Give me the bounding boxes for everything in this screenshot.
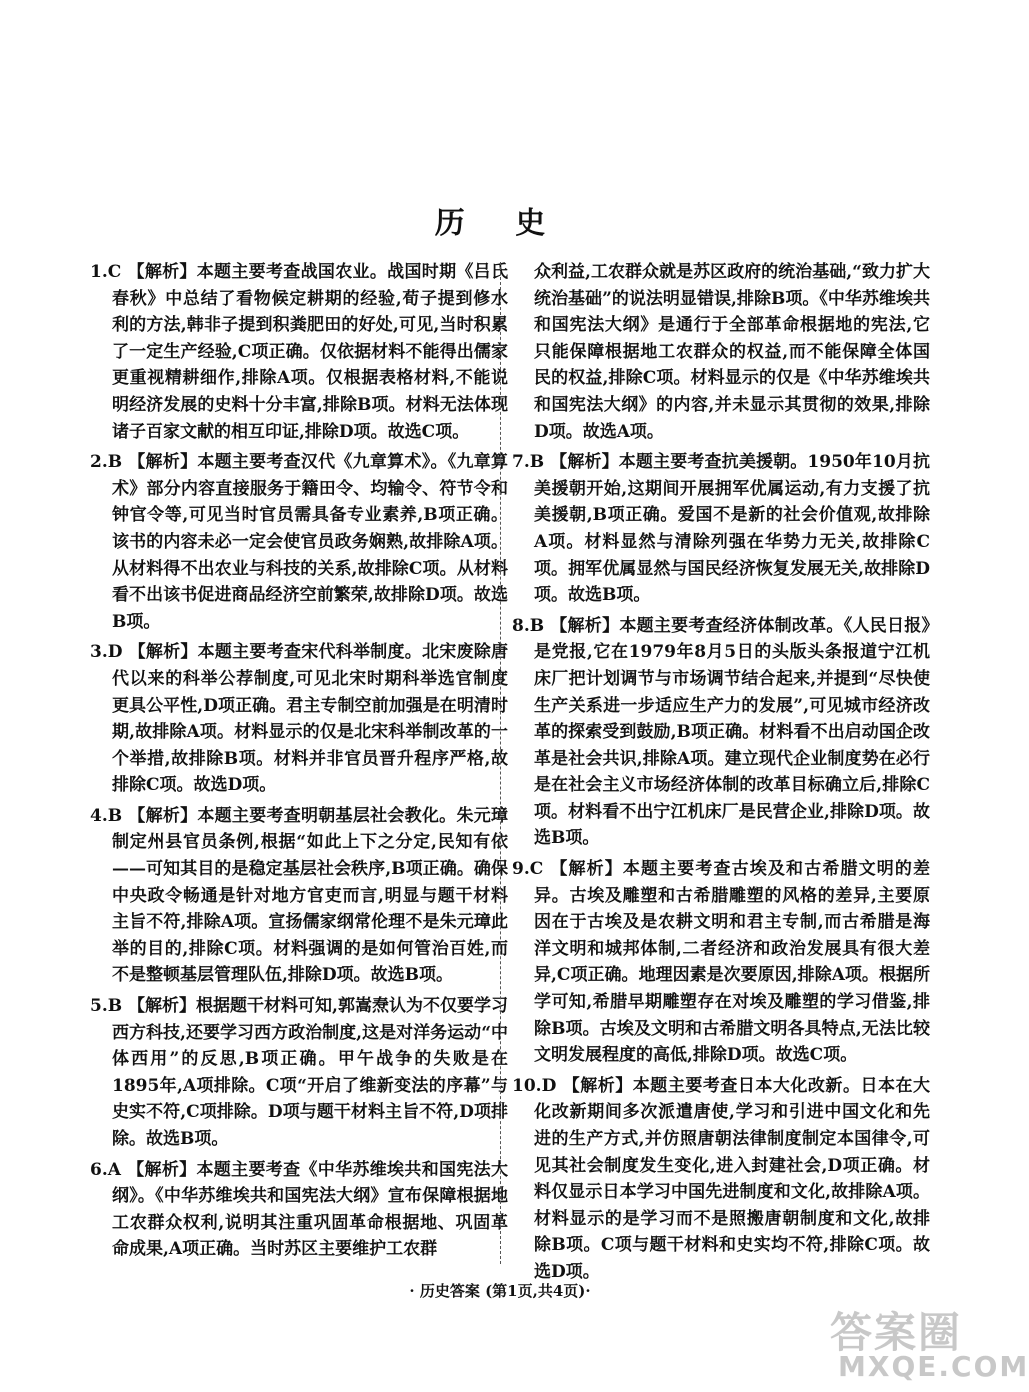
answer-item-10: 10.D 【解析】本题主要考查日本大化改新。日本在大化改新期间多次派遣唐使,学习和引进中国文化和先进的生产方式,并仿照唐朝法律制度制定本国律令,可见其社会制度发生变化,进入封建社会,D项正确。材料仅显示日本学习中国先进制度和文化,故排除A项。材料显示的是学习而不是照搬唐朝制度和文化,故排除B项。C项与题干材料和史实均不符,排除C项。故选D项。 <box>512 1075 931 1282</box>
right-column <box>512 259 930 1290</box>
column-divider <box>500 262 501 1264</box>
page-title: 历 史 <box>434 206 566 241</box>
left-column <box>90 259 508 1267</box>
watermark-en: MXQE.COM <box>838 1350 1029 1383</box>
answer-item-6-continued: 众利益,工农群众就是苏区政府的统治基础,“致力扩大统治基础”的说法明显错误,排除B项。《中华苏维埃共和国宪法大纲》是通行于全部革命根据地的宪法,它只能保障根据地工农群众的权益,而不能保障全体国民的权益,排除C项。材料显示的仅是《中华苏维埃共和国宪法大纲》的内容,并未显示其贯彻的效果,排除D项。故选A项。 <box>534 262 930 442</box>
answer-item-2: 2.B 【解析】本题主要考查汉代《九章算术》。《九章算术》部分内容直接服务于籍田令、均输令、符节令和钟官令等,可见当时官员需具备专业素养,B项正确。该书的内容未必一定会使官员政务娴熟,故排除A项。从材料得不出农业与科技的关系,故排除C项。从材料看不出该书促进商品经济空前繁荣,故排除D项。故选B项。 <box>90 452 508 632</box>
answer-item-1: 1.C 【解析】本题主要考查战国农业。战国时期《吕氏春秋》中总结了看物候定耕期的经验,荀子提到修水利的方法,韩非子提到积粪肥田的好处,可见,当时积累了一定生产经验,C项正确。仅依据材料不能得出儒家更重视精耕细作,排除A项。仅根据表格材料,不能说明经济发展的史料十分丰富,排除B项。材料无法体现诸子百家文献的相互印证,排除D项。故选C项。 <box>90 262 508 442</box>
page-footer: · 历史答案 (第1页,共4页)· <box>409 1282 591 1300</box>
answer-item-3: 3.D 【解析】本题主要考查宋代科举制度。北宋废除唐代以来的科举公荐制度,可见北宋时期科举选官制度更具公平性,D项正确。君主专制空前加强是在明清时期,故排除A项。材料显示的仅是北宋科举制改革的一个举措,故排除B项。材料并非官员晋升程序严格,故排除C项。故选D项。 <box>90 642 508 796</box>
watermark-cn: 答案圈 <box>830 1308 963 1357</box>
watermark-logo <box>822 1300 1029 1384</box>
answer-item-9: 9.C 【解析】本题主要考查古埃及和古希腊文明的差异。古埃及雕塑和古希腊雕塑的风格的差异,主要原因在于古埃及是农耕文明和君主专制,而古希腊是海洋文明和城邦体制,二者经济和政治发展具有很大差异,C项正确。地理因素是次要原因,排除A项。根据所学可知,希腊早期雕塑存在对埃及雕塑的学习借鉴,排除B项。古埃及文明和古希腊文明各具特点,无法比较文明发展程度的高低,排除D项。故选C项。 <box>512 859 930 1066</box>
answer-item-8: 8.B 【解析】本题主要考查经济体制改革。《人民日报》是党报,它在1979年8月5日的头版头条报道宁江机床厂把计划调节与市场调节结合起来,并提到“尽快使生产关系进一步适应生产力的发展”,可见城市经济改革的探索受到鼓励,B项正确。材料看不出启动国企改革是社会共识,排除A项。建立现代企业制度势在必行是在社会主义市场经济体制的改革目标确立后,排除C项。材料看不出宁江机床厂是民营企业,排除D项。故选B项。 <box>512 615 930 849</box>
answer-item-7: 7.B 【解析】本题主要考查抗美援朝。1950年10月抗美援朝开始,这期间开展拥军优属运动,有力支援了抗美援朝,B项正确。爱国不是新的社会价值观,故排除A项。材料显然与清除列强在华势力无关,故排除C项。拥军优属显然与国民经济恢复发展无关,故排除D项。故选B项。 <box>512 452 930 606</box>
answer-item-5: 5.B 【解析】根据题干材料可知,郭嵩焘认为不仅要学习西方科技,还要学习西方政治制度,这是对洋务运动“中体西用”的反思,B项正确。甲午战争的失败是在1895年,A项排除。C项“开启了维新变法的序幕”与史实不符,C项排除。D项与题干材料主旨不符,D项排除。故选B项。 <box>90 996 508 1149</box>
answer-item-4: 4.B 【解析】本题主要考查明朝基层社会教化。朱元璋制定州县官员条例,根据“如此上下之分定,民知有依——可知其目的是稳定基层社会秩序,B项正确。确保中央政令畅通是针对地方官吏而言,明显与题干材料主旨不符,排除A项。宣扬儒家纲常伦理不是朱元璋此举的目的,排除C项。材料强调的是如何管治百姓,而不是整顿基层管理队伍,排除D项。故选B项。 <box>90 805 508 986</box>
answer-item-6: 6.A 【解析】本题主要考查《中华苏维埃共和国宪法大纲》。《中华苏维埃共和国宪法大纲》宣布保障根据地工农群众权利,说明其注重巩固革命根据地、巩固革命成果,A项正确。当时苏区主要维护工农群 <box>90 1159 508 1260</box>
